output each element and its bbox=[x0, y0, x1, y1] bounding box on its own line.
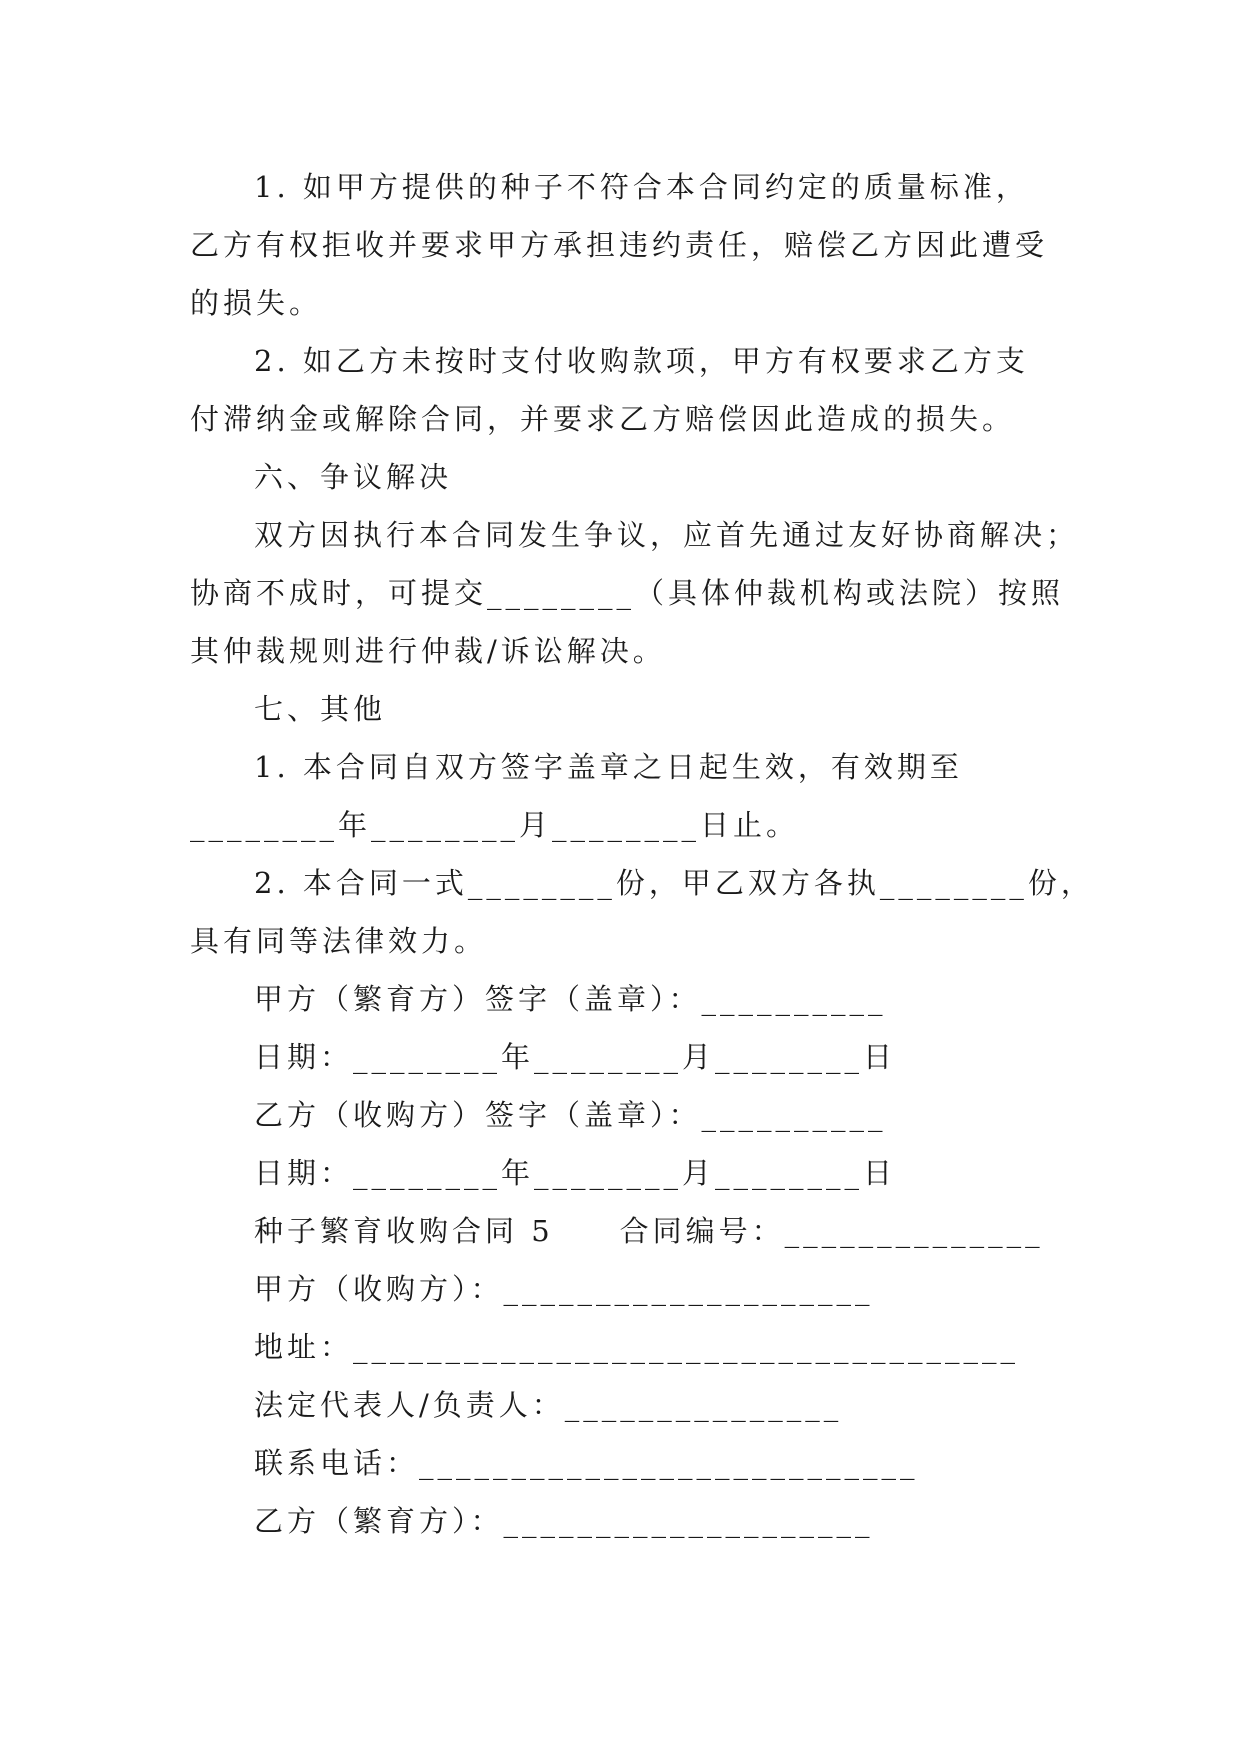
clause-5-2-line-1: 2. 如乙方未按时支付收购款项，甲方有权要求乙方支 bbox=[254, 344, 1029, 378]
document-page bbox=[190, 158, 1094, 1550]
phone-line: 联系电话：___________________________ bbox=[254, 1446, 919, 1480]
legal-representative-line: 法定代表人/负责人：_______________ bbox=[254, 1388, 843, 1422]
dispute-line-2: 协商不成时，可提交________（具体仲裁机构或法院）按照 bbox=[190, 576, 1065, 610]
section-heading-dispute: 六、争议解决 bbox=[254, 460, 453, 494]
other-1-line-2: ________年________月________日止。 bbox=[190, 808, 800, 842]
clause-5-1-line-2: 乙方有权拒收并要求甲方承担违约责任，赔偿乙方因此遭受 bbox=[190, 228, 1049, 262]
party-b-date-line: 日期：________年________月________日 bbox=[254, 1156, 897, 1190]
party-a-date-line: 日期：________年________月________日 bbox=[254, 1040, 897, 1074]
other-2-line-2: 具有同等法律效力。 bbox=[190, 924, 488, 958]
section-heading-other: 七、其他 bbox=[254, 692, 387, 726]
party-a-signature-line: 甲方（繁育方）签字（盖章）：__________ bbox=[254, 982, 887, 1016]
clause-5-2-line-2: 付滞纳金或解除合同，并要求乙方赔偿因此造成的损失。 bbox=[190, 402, 1016, 436]
party-b-breeder-line: 乙方（繁育方）：____________________ bbox=[254, 1504, 874, 1538]
dispute-line-3: 其仲裁规则进行仲裁/诉讼解决。 bbox=[190, 634, 666, 668]
clause-5-1-line-3: 的损失。 bbox=[190, 286, 323, 320]
other-1-line-1: 1. 本合同自双方签字盖章之日起生效，有效期至 bbox=[254, 750, 963, 784]
party-b-signature-line: 乙方（收购方）签字（盖章）：__________ bbox=[254, 1098, 887, 1132]
party-a-buyer-line: 甲方（收购方）：____________________ bbox=[254, 1272, 874, 1306]
other-2-line-1: 2. 本合同一式________份，甲乙双方各执________份， bbox=[254, 866, 1094, 900]
contract-title-number-line: 种子繁育收购合同 5 合同编号：______________ bbox=[254, 1214, 1044, 1248]
dispute-line-1: 双方因执行本合同发生争议，应首先通过友好协商解决； bbox=[254, 518, 1080, 552]
clause-5-1-line-1: 1. 如甲方提供的种子不符合本合同约定的质量标准， bbox=[254, 170, 1029, 204]
address-line: 地址：____________________________________ bbox=[254, 1330, 1020, 1364]
